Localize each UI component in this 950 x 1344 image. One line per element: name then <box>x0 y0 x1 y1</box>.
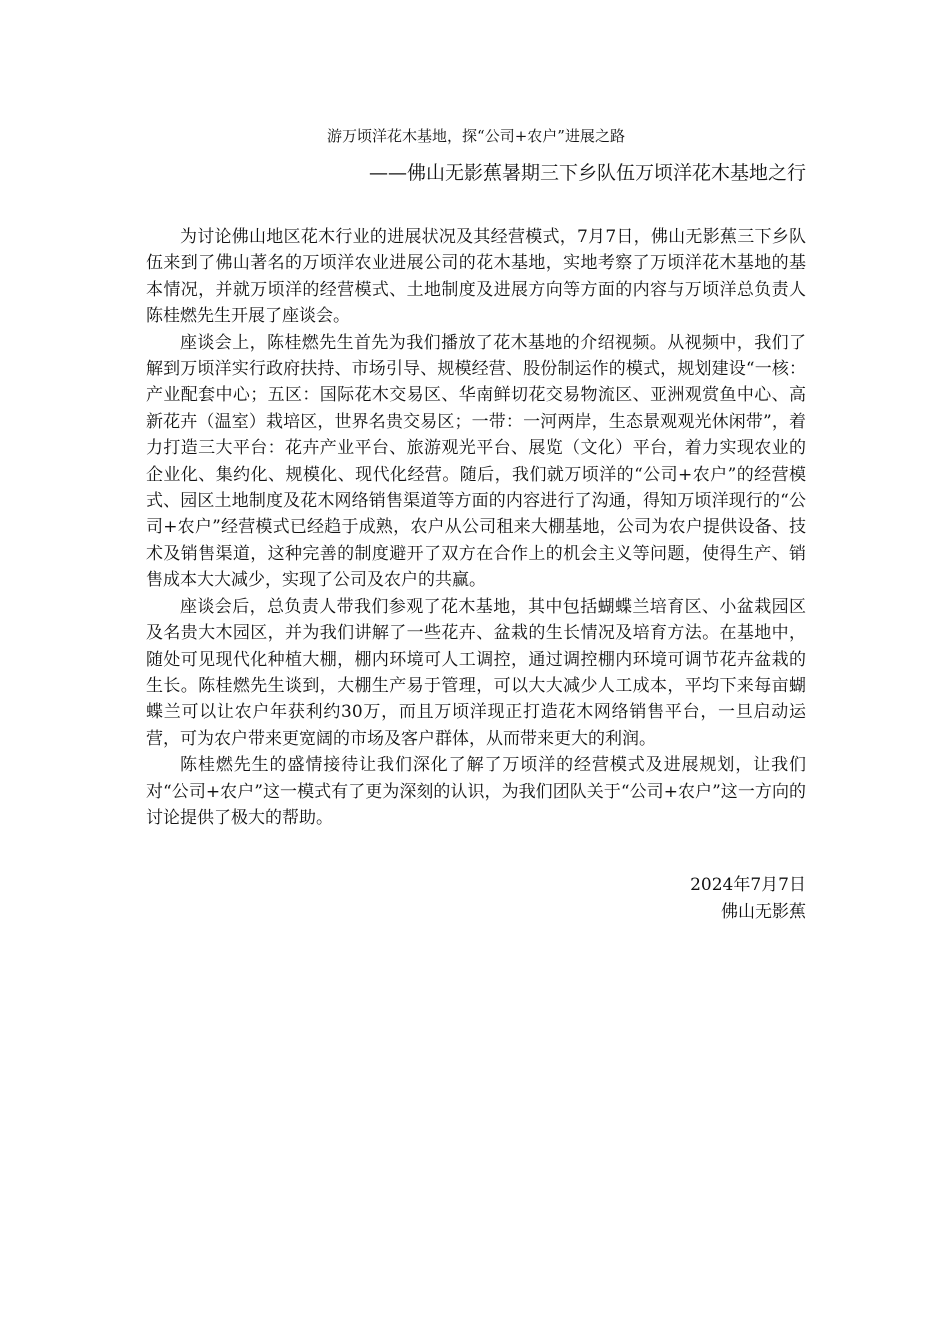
signature-block <box>146 872 806 926</box>
paragraph-3: 座谈会后，总负责人带我们参观了花木基地，其中包括蝴蝶兰培育区、小盆栽园区及名贵大木园区，并为我们讲解了一些花卉、盆栽的生长情况及培育方法。在基地中，随处可见现代化种植大棚，棚内环境可人工调控，通过调控棚内环境可调节花卉盆栽的生长。陈桂燃先生谈到，大棚生产易于管理，可以大大减少人工成本，平均下来每亩蝴蝶兰可以让农户年获利约30万，而且万顷洋现正打造花木网络销售平台，一旦启动运营，可为农户带来更宽阔的市场及客户群体，从而带来更大的利润。 <box>146 596 806 749</box>
document-date: 2024年7月7日 <box>690 875 806 895</box>
paragraph-1: 为讨论佛山地区花木行业的进展状况及其经营模式，7月7日，佛山无影蕉三下乡队伍来到了佛山著名的万顷洋农业进展公司的花木基地，实地考察了万顷洋花木基地的基本情况，并就万顷洋的经营模式、土地制度及进展方向等方面的内容与万顷洋总负责人陈桂燃先生开展了座谈会。 <box>146 227 806 327</box>
document-author: 佛山无影蕉 <box>721 902 806 922</box>
document-subtitle: ——佛山无影蕉暑期三下乡队伍万顷洋花木基地之行 <box>368 162 806 184</box>
paragraph-4: 陈桂燃先生的盛情接待让我们深化了解了万顷洋的经营模式及进展规划，让我们对“公司+农户”这一模式有了更为深刻的认识，为我们团队关于“公司+农户”这一方向的讨论提供了极大的帮助。 <box>146 755 806 828</box>
document-title: 游万顷洋花木基地，探“公司+农户”进展之路 <box>327 127 625 145</box>
document-body <box>146 224 806 831</box>
paragraph-2: 座谈会上，陈桂燃先生首先为我们播放了花木基地的介绍视频。从视频中，我们了解到万顷洋实行政府扶持、市场引导、规模经营、股份制运作的模式，规划建设“一核：产业配套中心；五区：国际花木交易区、华南鲜切花交易物流区、亚洲观赏鱼中心、高新花卉（温室）栽培区，世界名贵交易区；一带：一河两岸，生态景观观光休闲带”，着力打造三大平台：花卉产业平台、旅游观光平台、展览（文化）平台，着力实现农业的企业化、集约化、规模化、现代化经营。随后，我们就万顷洋的“公司+农户”的经营模式、园区土地制度及花木网络销售渠道等方面的内容进行了沟通，得知万顷洋现行的“公司+农户”经营模式已经趋于成熟，农户从公司租来大棚基地，公司为农户提供设备、技术及销售渠道，这种完善的制度避开了双方在合作上的机会主义等问题，使得生产、销售成本大大减少，实现了公司及农户的共赢。 <box>146 332 806 591</box>
